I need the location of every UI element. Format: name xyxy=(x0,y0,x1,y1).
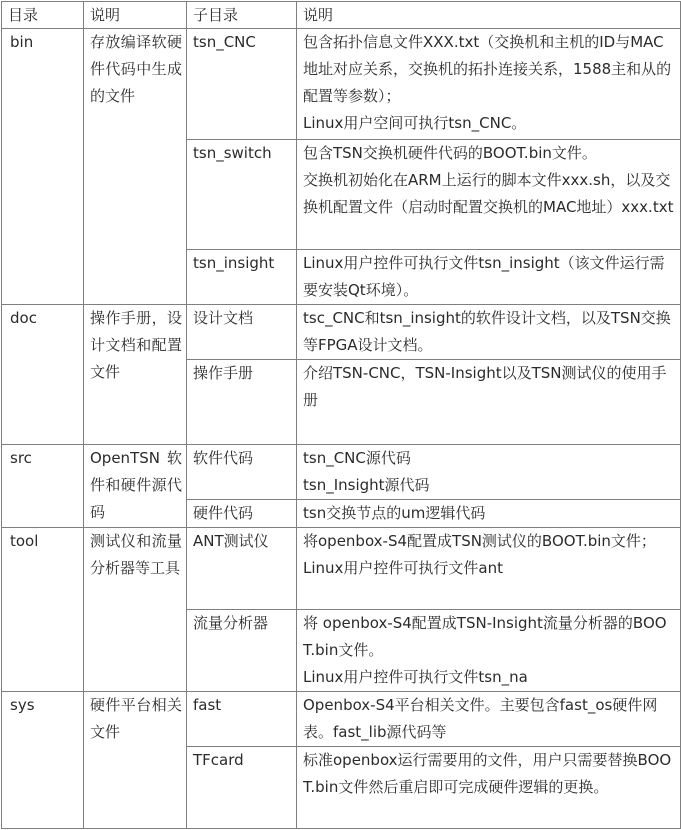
subdir-cell: fast xyxy=(187,692,297,747)
header-desc: 说明 xyxy=(84,2,187,29)
subdesc-line: tsc_CNC和tsn_insight的软件设计文档，以及TSN交换等FPGA设计文档。 xyxy=(303,309,671,354)
dir-cell-src: src xyxy=(2,445,84,528)
subdir-cell: tsn_CNC xyxy=(187,29,297,140)
subdesc-line: 介绍TSN-CNC，TSN-Insight以及TSN测试仪的使用手册 xyxy=(303,364,667,409)
subdesc-cell xyxy=(297,360,681,445)
header-row xyxy=(2,2,681,29)
subdesc-line: 将 openbox-S4配置成TSN-Insight流量分析器的BOOT.bin文件。 xyxy=(303,614,667,659)
desc-cell-sys: 硬件平台相关文件 xyxy=(84,692,187,829)
subdir-cell: ANT测试仪 xyxy=(187,528,297,610)
subdesc-cell xyxy=(297,250,681,305)
subdir-cell: 设计文档 xyxy=(187,305,297,360)
directory-table xyxy=(1,1,681,829)
subdesc-cell xyxy=(297,140,681,250)
subdesc-line: tsn_Insight源代码 xyxy=(303,476,430,494)
dir-cell-bin: bin xyxy=(2,29,84,305)
header-subdir: 子目录 xyxy=(187,2,297,29)
subdir-cell: 软件代码 xyxy=(187,445,297,500)
desc-cell-tool: 测试仪和流量分析器等工具 xyxy=(84,528,187,692)
header-subdesc: 说明 xyxy=(297,2,681,29)
table-row xyxy=(2,29,681,140)
table-row xyxy=(2,528,681,610)
header-dir: 目录 xyxy=(2,2,84,29)
subdir-cell: 操作手册 xyxy=(187,360,297,445)
subdesc-line: Linux用户控件可执行文件ant xyxy=(303,559,503,577)
table-row xyxy=(2,445,681,500)
subdesc-cell xyxy=(297,445,681,500)
subdesc-line: 将openbox-S4配置成TSN测试仪的BOOT.bin文件； xyxy=(303,532,656,550)
subdesc-cell xyxy=(297,528,681,610)
dir-cell-tool: tool xyxy=(2,528,84,692)
subdesc-line: 包含TSN交换机硬件代码的BOOT.bin文件。 xyxy=(303,144,597,162)
subdir-cell: 硬件代码 xyxy=(187,500,297,528)
subdir-cell: tsn_insight xyxy=(187,250,297,305)
subdesc-line: 标准openbox运行需要用的文件，用户只需要替换BOOT.bin文件然后重启即可完成硬件逻辑的更换。 xyxy=(303,751,672,796)
table-row xyxy=(2,692,681,747)
subdesc-cell xyxy=(297,747,681,829)
subdesc-line: tsn_CNC源代码 xyxy=(303,449,411,467)
desc-cell-doc: 操作手册，设计文档和配置文件 xyxy=(84,305,187,445)
subdesc-cell xyxy=(297,29,681,140)
subdesc-line: 交换机初始化在ARM上运行的脚本文件xxx.sh，以及交换机配置文件（启动时配置交换机的MAC地址）xxx.txt xyxy=(303,171,674,216)
subdir-cell: TFcard xyxy=(187,747,297,829)
subdir-cell: tsn_switch xyxy=(187,140,297,250)
subdesc-line: tsn交换节点的um逻辑代码 xyxy=(303,504,486,522)
subdesc-line: 包含拓扑信息文件XXX.txt（交换机和主机的ID与MAC地址对应关系，交换机的拓扑连接关系，1588主和从的配置等参数）； xyxy=(303,33,672,105)
subdesc-line: Linux用户控件可执行文件tsn_insight（该文件运行需要安装Qt环境）。 xyxy=(303,254,665,299)
table-row xyxy=(2,305,681,360)
subdesc-cell xyxy=(297,305,681,360)
subdesc-line: Linux用户空间可执行tsn_CNC。 xyxy=(303,114,527,132)
desc-cell-src: OpenTSN软件和硬件源代码 xyxy=(84,445,187,528)
subdesc-cell xyxy=(297,692,681,747)
subdesc-cell xyxy=(297,610,681,692)
subdesc-cell xyxy=(297,500,681,528)
dir-cell-sys: sys xyxy=(2,692,84,829)
subdesc-line: Linux用户控件可执行文件tsn_na xyxy=(303,668,528,686)
desc-cell-bin: 存放编译软硬件代码中生成的文件 xyxy=(84,29,187,305)
dir-cell-doc: doc xyxy=(2,305,84,445)
subdir-cell: 流量分析器 xyxy=(187,610,297,692)
subdesc-line: Openbox-S4平台相关文件。主要包含fast_os硬件网表。fast_lib源代码等 xyxy=(303,696,658,741)
